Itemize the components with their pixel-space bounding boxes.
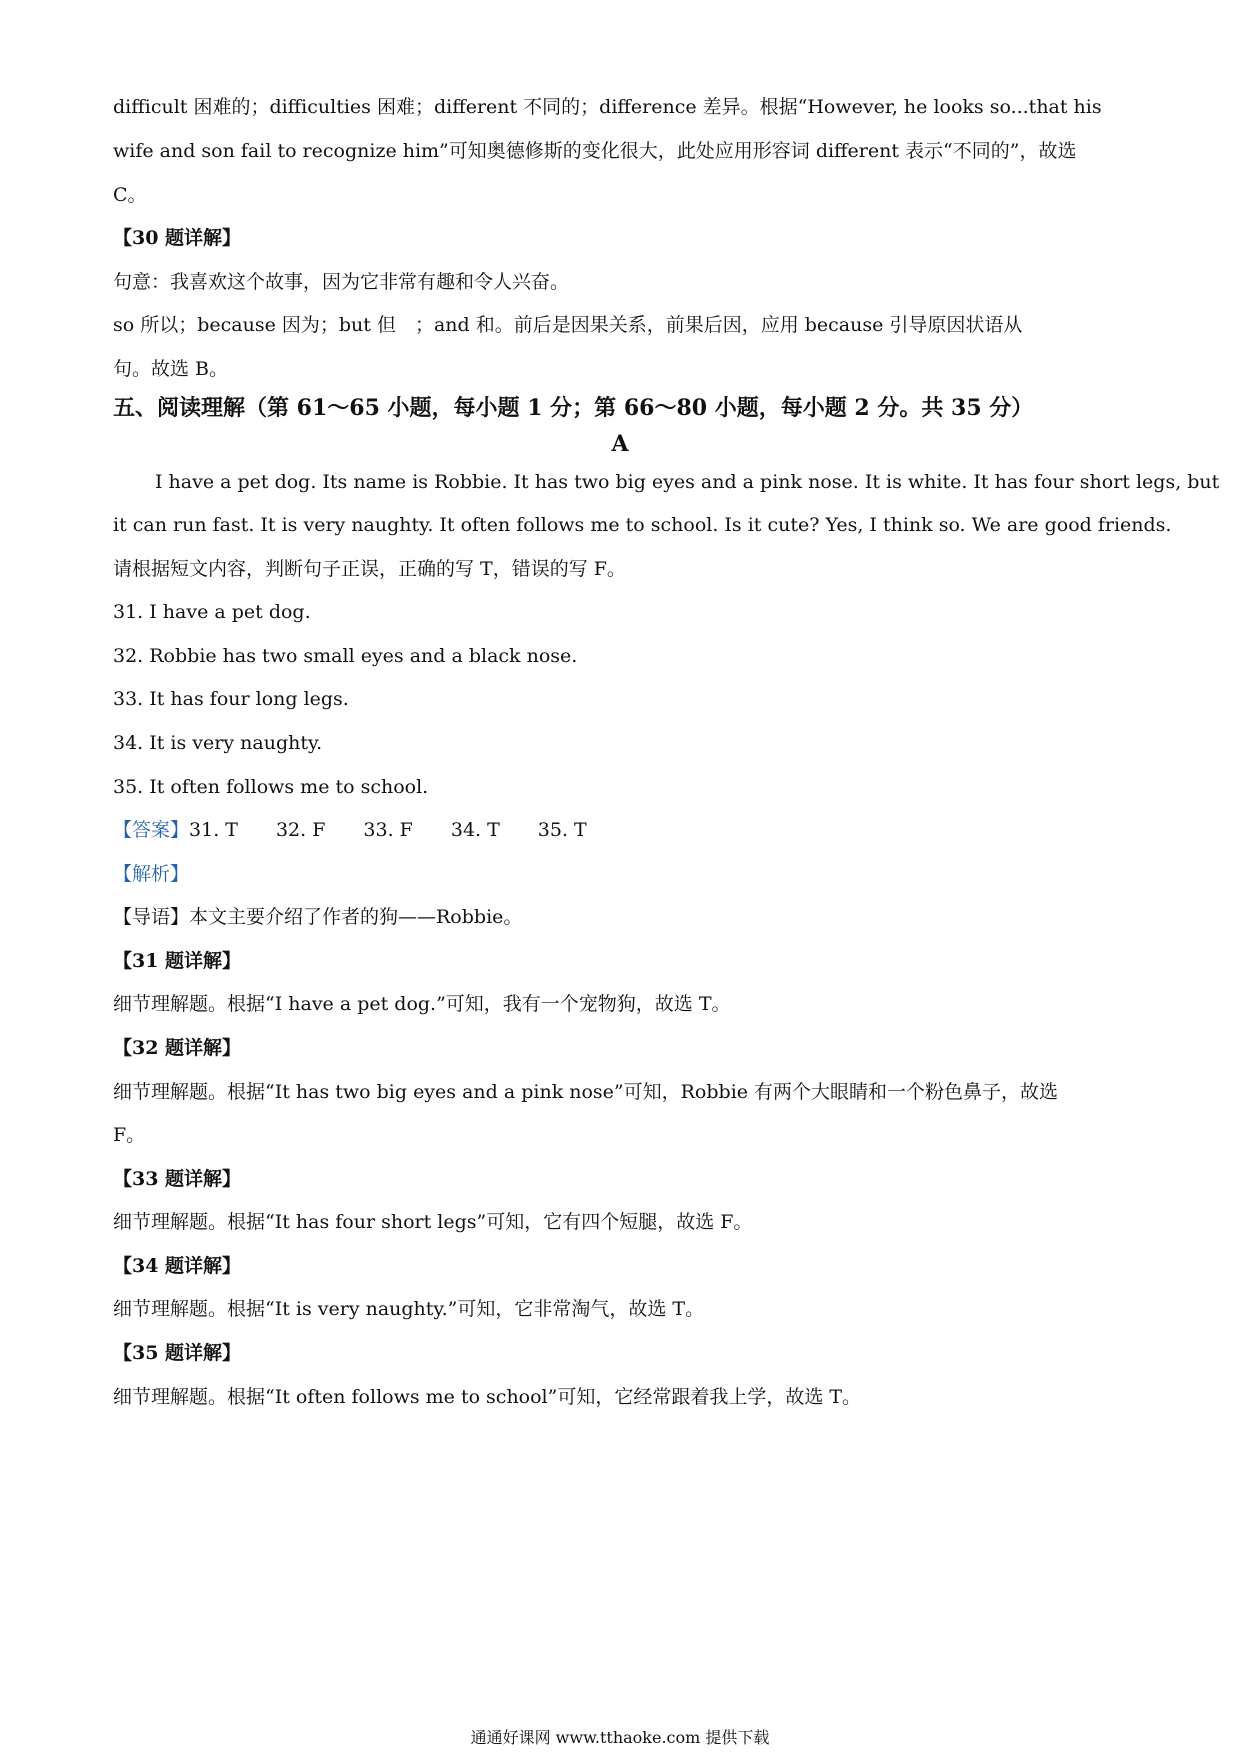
question-35: 35. It often follows me to school. bbox=[113, 776, 429, 798]
explanation-32-cont: F。 bbox=[113, 1124, 146, 1146]
question-heading-34: 【34 题详解】 bbox=[113, 1255, 242, 1277]
answer-33: 33. F bbox=[363, 819, 413, 841]
analysis-label: 【解析】 bbox=[113, 863, 190, 885]
answer-31: 31. T bbox=[189, 819, 238, 841]
question-heading-35: 【35 题详解】 bbox=[113, 1342, 242, 1364]
text-line: 句意：我喜欢这个故事，因为它非常有趣和令人兴奋。 bbox=[113, 271, 570, 293]
explanation-33: 细节理解题。根据“It has four short legs”可知，它有四个短腿，故选 F。 bbox=[113, 1211, 753, 1233]
explanation-31: 细节理解题。根据“I have a pet dog.”可知，我有一个宠物狗，故选 T。 bbox=[113, 993, 731, 1015]
passage-line: I have a pet dog. Its name is Robbie. It has two big eyes and a pink nose. It is white. It has four short legs, but bbox=[155, 471, 1220, 493]
question-heading-31: 【31 题详解】 bbox=[113, 950, 242, 972]
text-line: 句。故选 B。 bbox=[113, 358, 229, 380]
explanation-35: 细节理解题。根据“It often follows me to school”可知，它经常跟着我上学，故选 T。 bbox=[113, 1386, 862, 1408]
section-title: 五、阅读理解（第 61～65 小题，每小题 1 分；第 66～80 小题，每小题 2 分。共 35 分） bbox=[113, 395, 1034, 421]
instruction: 请根据短文内容，判断句子正误，正确的写 T，错误的写 F。 bbox=[113, 558, 626, 580]
question-31: 31. I have a pet dog. bbox=[113, 601, 311, 623]
passage-line: it can run fast. It is very naughty. It often follows me to school. Is it cute? Yes, I think so. We are good friends. bbox=[113, 514, 1172, 536]
text-line: so 所以；because 因为；but 但 ；and 和。前后是因果关系，前果后因，应用 because 引导原因状语从 bbox=[113, 314, 1023, 336]
text-line: C。 bbox=[113, 184, 147, 206]
answer-32: 32. F bbox=[275, 819, 326, 841]
answer-row bbox=[113, 817, 1123, 843]
question-heading-30: 【30 题详解】 bbox=[113, 227, 242, 249]
part-label: A bbox=[611, 431, 629, 457]
intro-line: 【导语】本文主要介绍了作者的狗——Robbie。 bbox=[113, 906, 523, 928]
question-33: 33. It has four long legs. bbox=[113, 688, 349, 710]
answer-35: 35. T bbox=[537, 819, 587, 841]
answer-34: 34. T bbox=[450, 819, 500, 841]
explanation-34: 细节理解题。根据“It is very naughty.”可知，它非常淘气，故选 T。 bbox=[113, 1298, 705, 1320]
page-footer: 通通好课网 www.tthaoke.com 提供下载 bbox=[470, 1728, 770, 1747]
answer-label: 【答案】 bbox=[113, 819, 190, 841]
question-32: 32. Robbie has two small eyes and a black nose. bbox=[113, 645, 578, 667]
question-34: 34. It is very naughty. bbox=[113, 732, 323, 754]
text-line: difficult 困难的；difficulties 困难；different 不同的；difference 差异。根据“However, he looks so...that his bbox=[113, 96, 1102, 118]
text-line: wife and son fail to recognize him”可知奥德修斯的变化很大，此处应用形容词 different 表示“不同的”，故选 bbox=[113, 140, 1077, 162]
explanation-32: 细节理解题。根据“It has two big eyes and a pink nose”可知，Robbie 有两个大眼睛和一个粉色鼻子，故选 bbox=[113, 1081, 1059, 1103]
question-heading-33: 【33 题详解】 bbox=[113, 1168, 242, 1190]
question-heading-32: 【32 题详解】 bbox=[113, 1037, 242, 1059]
